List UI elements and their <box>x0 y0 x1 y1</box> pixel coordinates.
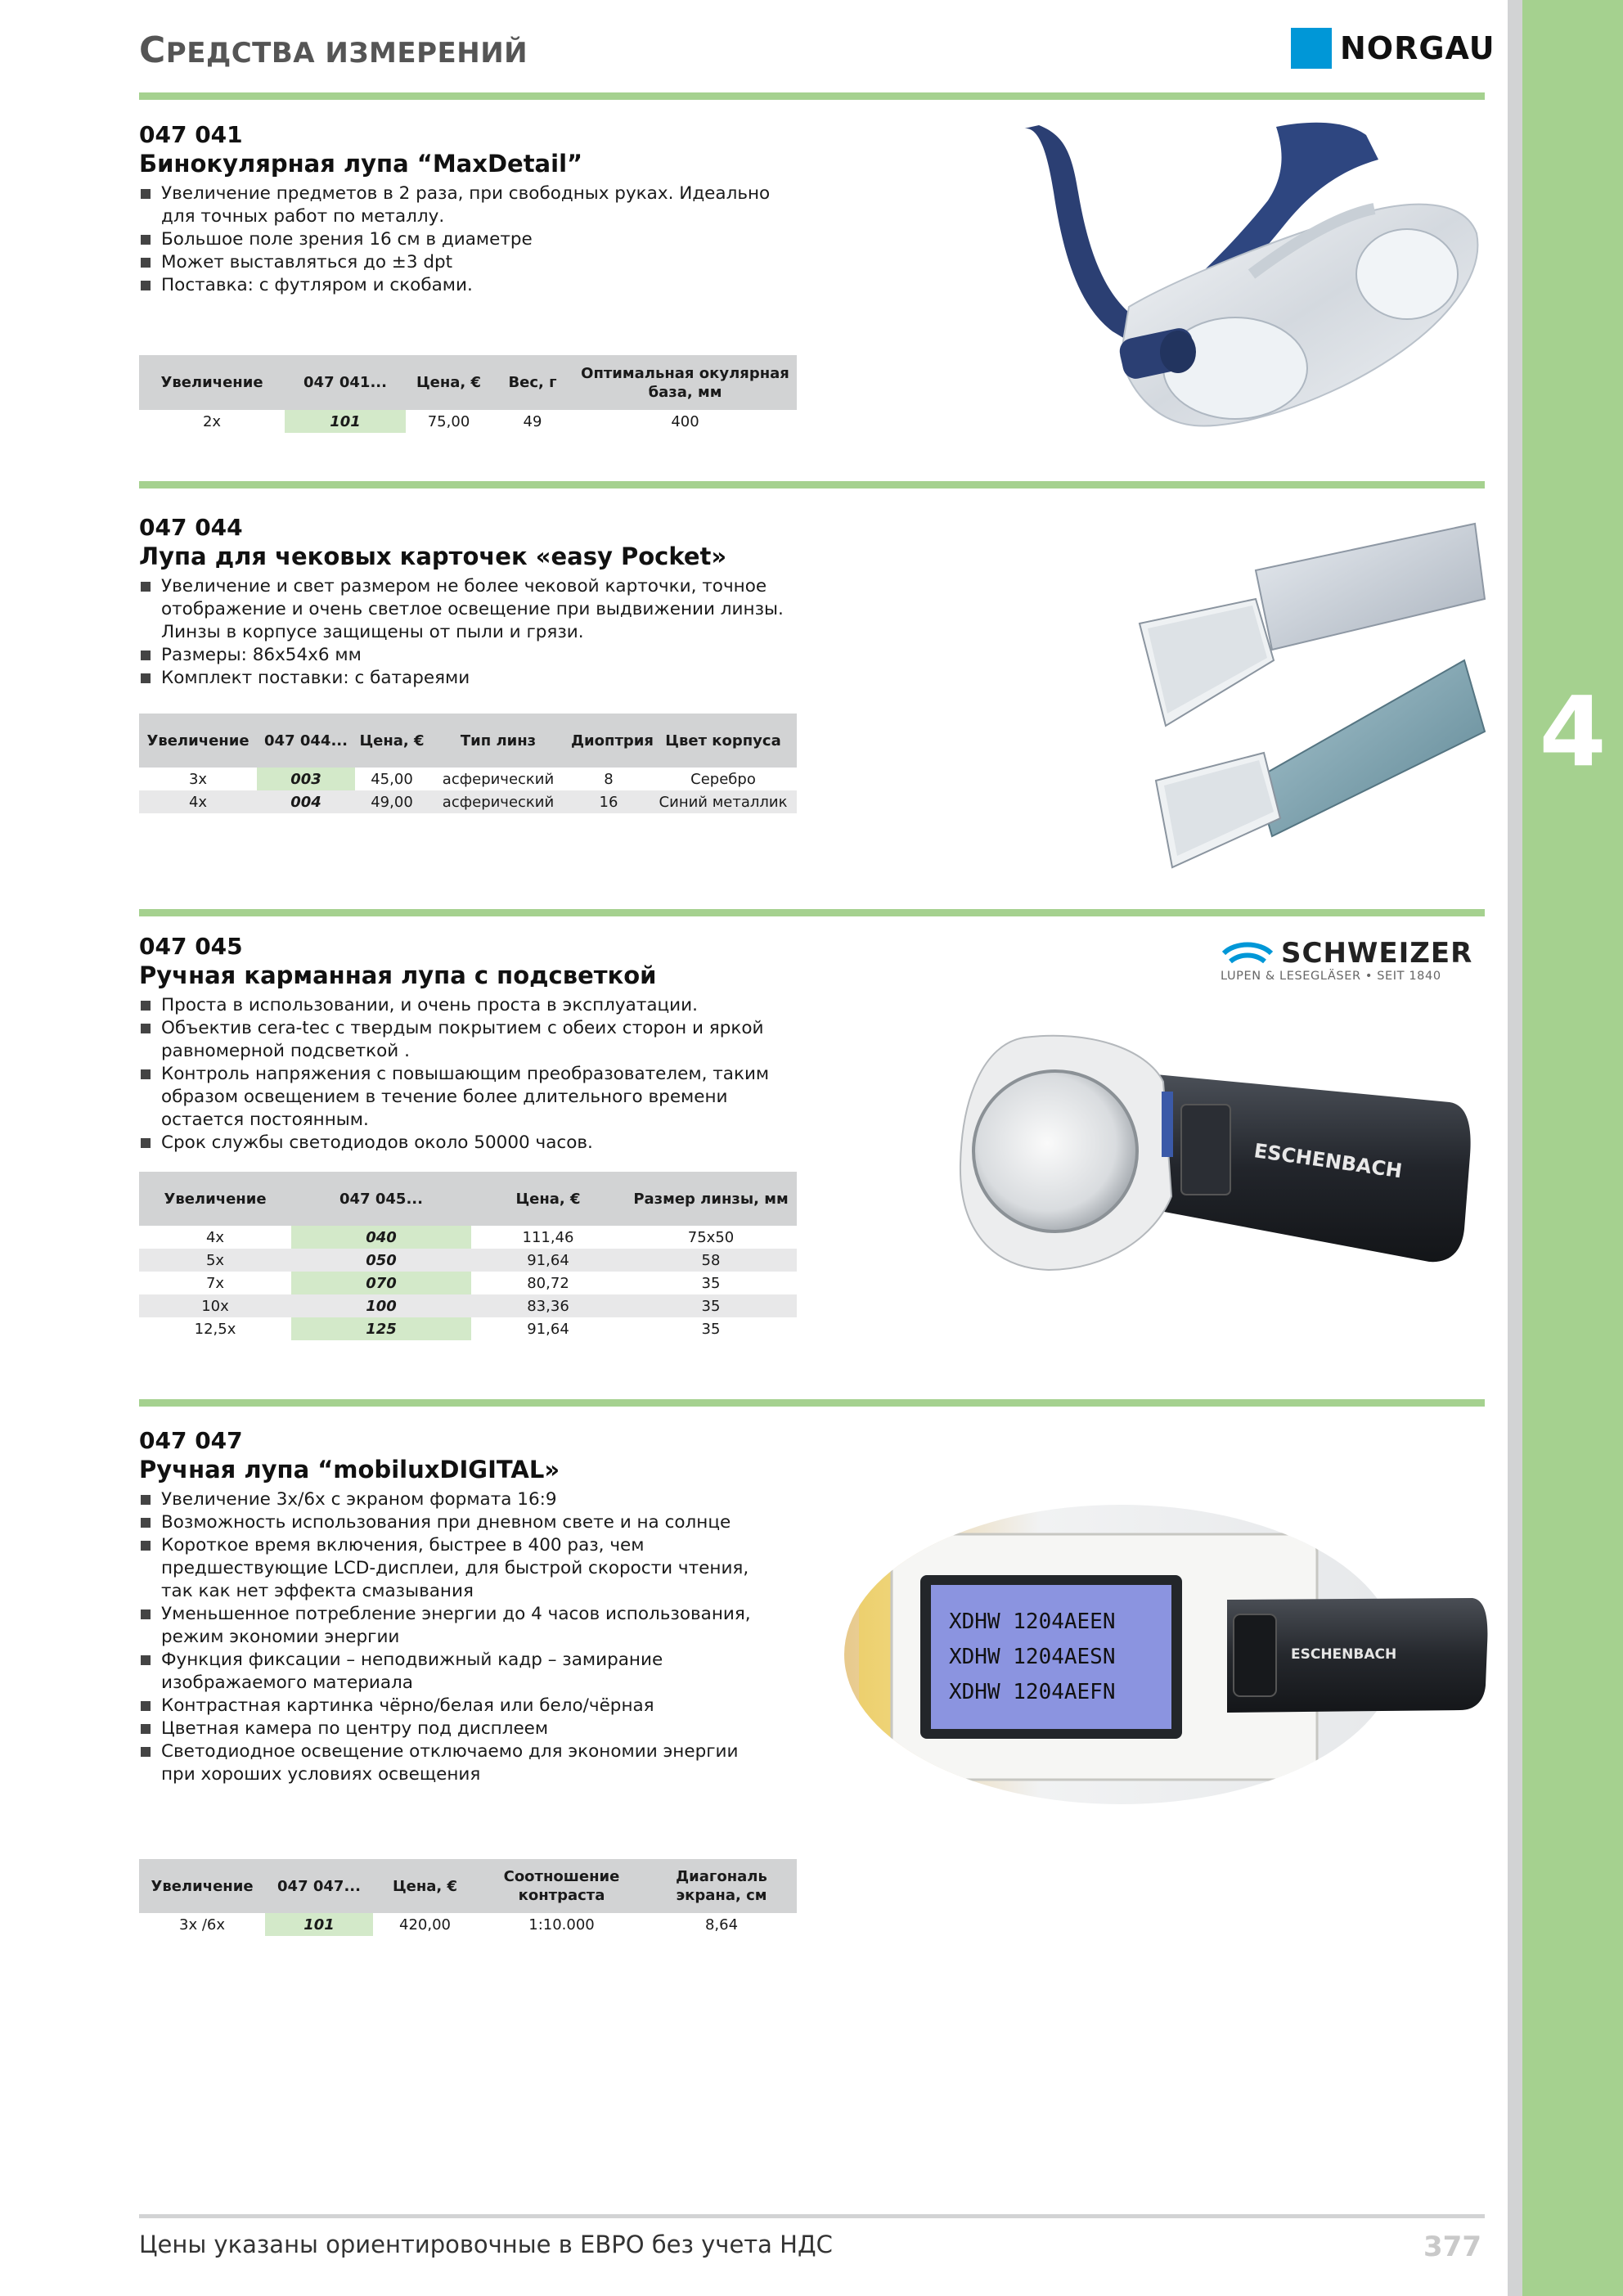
table-cell: 91,64 <box>527 1320 569 1338</box>
column-header: Размер линзы, мм <box>625 1172 797 1226</box>
table-header-row <box>139 1172 797 1226</box>
column-header: Цена, € <box>471 1172 625 1226</box>
column-header: Цена, € <box>406 355 492 410</box>
table-cell: 75x50 <box>687 1228 735 1246</box>
column-header: Цена, € <box>355 714 429 768</box>
table-cell: 91,64 <box>471 1249 625 1272</box>
product-title: Лупа для чековых карточек «easy Pocket» <box>139 542 727 570</box>
table-header-row <box>139 714 797 768</box>
list-item: Увеличение 3x/6x с экраном формата 16:9 <box>139 1488 777 1511</box>
table-cell: 420,00 <box>399 1916 451 1934</box>
list-item: Уменьшенное потребление энергии до 4 часов использования, режим экономии энергии <box>139 1603 777 1649</box>
feature-list <box>139 575 803 690</box>
list-item: Возможность использования при дневном свете и на солнце <box>139 1511 777 1534</box>
table-cell: асферический <box>429 790 568 813</box>
schweizer-name: SCHWEIZER <box>1281 937 1473 970</box>
table-row <box>139 1249 797 1272</box>
list-item: Контрастная картинка чёрно/белая или бело/чёрная <box>139 1695 777 1717</box>
article-cell: 101 <box>285 410 406 433</box>
table-cell: 400 <box>671 412 699 430</box>
article-cell: 050 <box>291 1249 471 1272</box>
table-row <box>139 1272 797 1294</box>
table-cell: 35 <box>625 1294 797 1317</box>
article-cell: 100 <box>291 1294 471 1317</box>
column-header: Увеличение <box>139 1172 291 1226</box>
list-item: Короткое время включения, быстрее в 400 раз, чем предшествующие LCD-дисплеи, для быстрой скорости чтения, так как нет эффекта смазывания <box>139 1534 777 1603</box>
table-header-row <box>139 355 797 410</box>
column-header: Цена, € <box>373 1859 477 1913</box>
column-header: Диоптрия <box>568 714 650 768</box>
spec-table <box>139 355 797 433</box>
product-code: 047 044 <box>139 514 243 541</box>
table-cell: 83,36 <box>471 1294 625 1317</box>
column-header: Увеличение <box>139 1859 265 1913</box>
product-047044 <box>139 514 803 690</box>
article-cell: 125 <box>291 1317 471 1340</box>
list-item: Цветная камера по центру под дисплеем <box>139 1717 777 1740</box>
table-cell: 75,00 <box>427 412 470 430</box>
list-item: Светодиодное освещение отключаемо для экономии энергии при хороших условиях освещения <box>139 1740 777 1786</box>
table-cell: 7x <box>205 1274 225 1292</box>
screen-line: XDHW 1204AESN <box>949 1645 1116 1669</box>
table-cell: 8 <box>604 770 614 788</box>
table-row <box>139 1913 797 1936</box>
column-header: Диагональ экрана, см <box>646 1859 797 1913</box>
norgau-logo <box>1291 28 1495 69</box>
column-header: 047 045... <box>291 1172 471 1226</box>
product-code: 047 045 <box>139 933 243 960</box>
product-047047 <box>139 1427 777 1786</box>
feature-list <box>139 994 803 1155</box>
table-cell: 80,72 <box>527 1274 569 1292</box>
table-cell: 12,5x <box>194 1320 236 1338</box>
list-item: Увеличение предметов в 2 раза, при свободных руках. Идеально для точных работ по металлу. <box>139 182 777 228</box>
side-tab <box>1522 0 1623 2296</box>
article-cell: 101 <box>265 1913 373 1936</box>
product-047045 <box>139 933 803 1155</box>
spec-table <box>139 714 797 813</box>
table-cell: 3x /6x <box>179 1916 225 1934</box>
footer-note: Цены указаны ориентировочные в ЕВРО без учета НДС <box>139 2231 833 2258</box>
column-header: Вес, г <box>492 355 573 410</box>
spec-table <box>139 1859 797 1936</box>
logo-text: NORGAU <box>1340 30 1495 66</box>
table-cell: 5x <box>139 1249 291 1272</box>
list-item: Функция фиксации – неподвижный кадр – замирание изображаемого материала <box>139 1649 777 1695</box>
section-divider <box>139 92 1485 100</box>
list-item: Большое поле зрения 16 см в диаметре <box>139 228 777 251</box>
digital-magnifier-image <box>843 1501 1489 1808</box>
column-header: 047 044... <box>257 714 355 768</box>
product-title: Бинокулярная лупа “MaxDetail” <box>139 150 583 178</box>
schweizer-tagline: LUPEN & LESEGLÄSER • SEIT 1840 <box>1221 970 1441 983</box>
logo-square-icon <box>1291 28 1332 69</box>
column-header: 047 041... <box>285 355 406 410</box>
column-header: Цвет корпуса <box>650 714 797 768</box>
table-cell: 49,00 <box>355 790 429 813</box>
section-tab-number: 4 <box>1539 675 1607 788</box>
list-item: Контроль напряжения с повышающим преобразователем, таким образом освещением в течение более длительного времени остается постоянным. <box>139 1063 803 1132</box>
column-header: Увеличение <box>139 355 285 410</box>
title-initial: С <box>139 29 166 71</box>
section-divider <box>139 481 1485 488</box>
list-item: Объектив cera-tec с твердым покрытием с обеих сторон и яркой равномерной подсветкой . <box>139 1017 803 1063</box>
product-code: 047 041 <box>139 121 243 148</box>
table-row <box>139 1226 797 1249</box>
product-047041 <box>139 121 777 297</box>
schweizer-logo <box>1221 937 1473 988</box>
table-cell: Синий металлик <box>650 790 797 813</box>
table-cell: 58 <box>625 1249 797 1272</box>
schweizer-wave-icon <box>1221 939 1275 966</box>
screen-line: XDHW 1204AEEN <box>949 1609 1116 1634</box>
table-row <box>139 768 797 790</box>
footer-divider <box>139 2214 1485 2218</box>
pocket-magnifier-image <box>1133 517 1493 873</box>
section-divider <box>139 909 1485 916</box>
article-cell: 004 <box>257 790 355 813</box>
table-row <box>139 410 797 433</box>
column-header: Оптимальная окулярная база, мм <box>573 355 797 410</box>
table-cell: 3x <box>188 770 208 788</box>
product-code: 047 047 <box>139 1427 243 1454</box>
list-item: Срок службы светодиодов около 50000 часов. <box>139 1132 803 1155</box>
article-cell: 040 <box>291 1226 471 1249</box>
list-item: Проста в использовании, и очень проста в эксплуатации. <box>139 994 803 1017</box>
binocular-magnifier-image <box>1006 119 1497 442</box>
table-row <box>139 1317 797 1340</box>
section-divider <box>139 1399 1485 1407</box>
article-cell: 070 <box>291 1272 471 1294</box>
page-title <box>139 29 528 71</box>
product-title: Ручная карманная лупа с подсветкой <box>139 961 657 989</box>
column-header: Тип линз <box>429 714 568 768</box>
table-cell: 35 <box>701 1274 721 1292</box>
device-brand-label: ESCHENBACH <box>1252 1139 1404 1183</box>
table-cell: 8,64 <box>704 1916 739 1934</box>
spec-table <box>139 1172 797 1340</box>
device-brand-label: ESCHENBACH <box>1291 1646 1397 1663</box>
table-cell: 2x <box>202 412 222 430</box>
table-cell: асферический <box>442 770 555 788</box>
table-cell: 45,00 <box>371 770 413 788</box>
product-title: Ручная лупа “mobiluxDIGITAL» <box>139 1456 560 1483</box>
column-header: 047 047... <box>265 1859 373 1913</box>
table-cell: 1:10.000 <box>528 1916 595 1934</box>
table-cell: 111,46 <box>522 1228 574 1246</box>
table-cell: 10x <box>139 1294 291 1317</box>
list-item: Размеры: 86x54x6 мм <box>139 644 803 667</box>
table-row <box>139 790 797 813</box>
table-cell: 4x <box>139 790 257 813</box>
page-number: 377 <box>1423 2231 1481 2263</box>
table-header-row <box>139 1859 797 1913</box>
list-item: Поставка: с футляром и скобами. <box>139 274 777 297</box>
table-row <box>139 1294 797 1317</box>
screen-line: XDHW 1204AEFN <box>949 1680 1116 1704</box>
illuminated-magnifier-image <box>959 1033 1472 1282</box>
feature-list <box>139 1488 777 1786</box>
column-header: Увеличение <box>139 714 257 768</box>
list-item: Комплект поставки: с батареями <box>139 667 803 690</box>
table-cell: 16 <box>568 790 650 813</box>
side-tab-border <box>1508 0 1522 2296</box>
table-cell: 4x <box>205 1228 225 1246</box>
article-cell: 003 <box>257 768 355 790</box>
feature-list <box>139 182 777 297</box>
table-cell: 49 <box>523 412 542 430</box>
title-rest: РЕДСТВА ИЗМЕРЕНИЙ <box>165 37 528 70</box>
table-cell: Серебро <box>690 770 756 788</box>
list-item: Увеличение и свет размером не более чековой карточки, точное отображение и очень светлое освещение при выдвижении линзы. Линзы в корпусе защищены от пыли и грязи. <box>139 575 803 644</box>
table-cell: 35 <box>701 1320 721 1338</box>
column-header: Соотношение контраста <box>477 1859 646 1913</box>
list-item: Может выставляться до ±3 dpt <box>139 251 777 274</box>
